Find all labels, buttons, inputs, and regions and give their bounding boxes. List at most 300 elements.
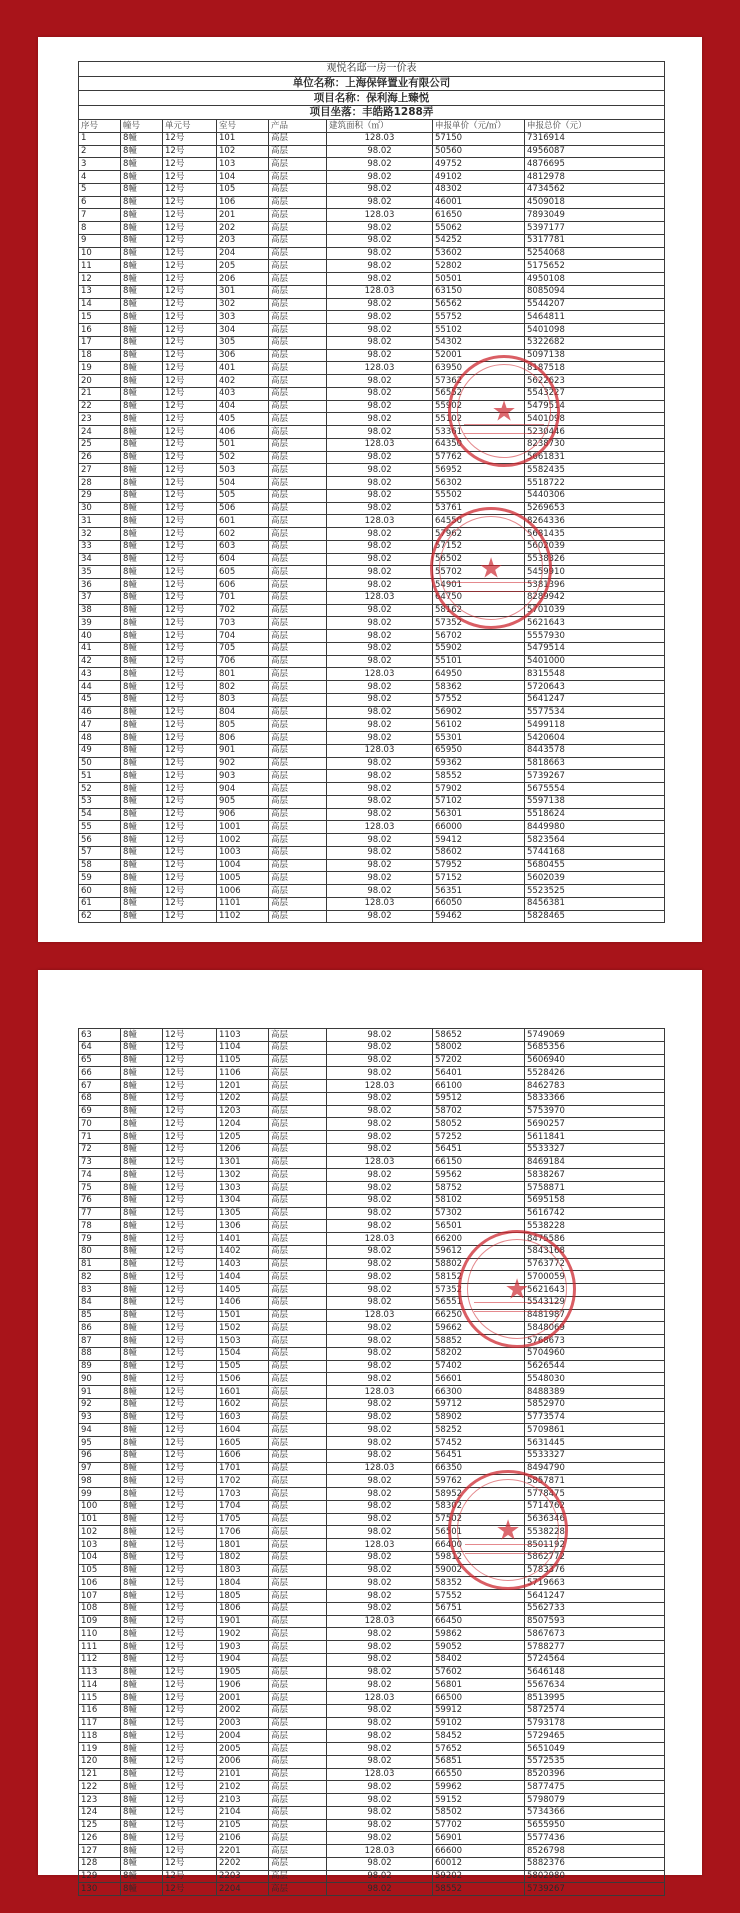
table-cell: 高层: [269, 566, 327, 579]
table-cell: 126: [79, 1832, 121, 1845]
table-cell: 高层: [269, 1692, 327, 1705]
table-cell: 12号: [163, 719, 217, 732]
table-cell: 58952: [433, 1488, 525, 1501]
table-cell: 98.02: [327, 528, 433, 541]
table-cell: 1002: [217, 834, 269, 847]
table-cell: 98.02: [327, 1194, 433, 1207]
table-row: [79, 1233, 665, 1246]
table-cell: 5548030: [525, 1373, 665, 1386]
table-cell: 98.02: [327, 1411, 433, 1424]
table-cell: 98.02: [327, 1743, 433, 1756]
table-cell: 58402: [433, 1653, 525, 1666]
table-cell: 36: [79, 579, 121, 592]
table-cell: 56301: [433, 808, 525, 821]
table-cell: 54252: [433, 234, 525, 247]
table-row: [79, 1845, 665, 1858]
table-cell: 12号: [163, 885, 217, 898]
table-cell: 12号: [163, 209, 217, 222]
table-cell: 28: [79, 477, 121, 490]
table-cell: 98.02: [327, 1819, 433, 1832]
table-cell: 8幢: [121, 1386, 163, 1399]
table-cell: 57102: [433, 795, 525, 808]
table-cell: 12号: [163, 821, 217, 834]
table-cell: 120: [79, 1755, 121, 1768]
table-cell: 98.02: [327, 604, 433, 617]
table-cell: 98.02: [327, 1271, 433, 1284]
table-cell: 501: [217, 438, 269, 451]
table-cell: 4: [79, 171, 121, 184]
table-cell: 9: [79, 234, 121, 247]
table-cell: 12号: [163, 846, 217, 859]
table-cell: 57652: [433, 1743, 525, 1756]
table-cell: 1301: [217, 1156, 269, 1169]
table-cell: 12号: [163, 285, 217, 298]
table-cell: 高层: [269, 438, 327, 451]
table-cell: 12号: [163, 426, 217, 439]
table-cell: 1004: [217, 859, 269, 872]
table-cell: 5459910: [525, 566, 665, 579]
table-row: [79, 1462, 665, 1475]
table-cell: 87: [79, 1335, 121, 1348]
table-cell: 12号: [163, 1755, 217, 1768]
table-cell: 8幢: [121, 1233, 163, 1246]
table-cell: 5230446: [525, 426, 665, 439]
table-cell: 8幢: [121, 336, 163, 349]
table-cell: 125: [79, 1819, 121, 1832]
table-cell: 98.02: [327, 196, 433, 209]
table-cell: 5719663: [525, 1577, 665, 1590]
table-cell: 59102: [433, 1717, 525, 1730]
table-cell: 高层: [269, 553, 327, 566]
table-cell: 高层: [269, 1679, 327, 1692]
table-cell: 1906: [217, 1679, 269, 1692]
table-cell: 108: [79, 1602, 121, 1615]
table-cell: 98.02: [327, 1258, 433, 1271]
table-cell: 12号: [163, 158, 217, 171]
table-cell: 8幢: [121, 1424, 163, 1437]
table-row: [79, 464, 665, 477]
table-cell: 5499118: [525, 719, 665, 732]
table-cell: 高层: [269, 273, 327, 286]
table-cell: 1404: [217, 1271, 269, 1284]
table-cell: 11: [79, 260, 121, 273]
table-cell: 118: [79, 1730, 121, 1743]
table-cell: 47: [79, 719, 121, 732]
table-cell: 8449980: [525, 821, 665, 834]
table-cell: 124: [79, 1806, 121, 1819]
table-cell: 12号: [163, 247, 217, 260]
table-row: [79, 1182, 665, 1195]
table-row: [79, 1539, 665, 1552]
table-cell: 66200: [433, 1233, 525, 1246]
table-cell: 高层: [269, 1411, 327, 1424]
table-cell: 12号: [163, 897, 217, 910]
table-cell: 98.02: [327, 1628, 433, 1641]
table-cell: 高层: [269, 1462, 327, 1475]
table-cell: 8幢: [121, 1551, 163, 1564]
table-row: [79, 1488, 665, 1501]
table-cell: 1: [79, 132, 121, 145]
table-cell: 5621643: [525, 1284, 665, 1297]
table-cell: 56902: [433, 706, 525, 719]
table-row: [79, 706, 665, 719]
table-row: [79, 1054, 665, 1067]
table-cell: 45: [79, 693, 121, 706]
table-cell: 高层: [269, 885, 327, 898]
table-cell: 98.02: [327, 477, 433, 490]
table-cell: 5798079: [525, 1794, 665, 1807]
table-row: [79, 1794, 665, 1807]
table-cell: 801: [217, 668, 269, 681]
table-cell: 58202: [433, 1347, 525, 1360]
table-cell: 38: [79, 604, 121, 617]
table-cell: 12号: [163, 1131, 217, 1144]
table-cell: 12号: [163, 1437, 217, 1450]
table-cell: 76: [79, 1194, 121, 1207]
table-cell: 5641247: [525, 1590, 665, 1603]
table-cell: 8幢: [121, 1360, 163, 1373]
table-cell: 高层: [269, 1743, 327, 1756]
table-cell: 12号: [163, 1029, 217, 1042]
price-table-page-2: [78, 1028, 665, 1896]
table-cell: 55502: [433, 489, 525, 502]
table-cell: 高层: [269, 642, 327, 655]
table-cell: 8幢: [121, 540, 163, 553]
table-cell: 8幢: [121, 1717, 163, 1730]
table-cell: 8幢: [121, 1781, 163, 1794]
table-cell: 1702: [217, 1475, 269, 1488]
table-row: [79, 298, 665, 311]
table-cell: 12号: [163, 1768, 217, 1781]
table-row: [79, 642, 665, 655]
table-cell: 128.03: [327, 515, 433, 528]
table-row: [79, 617, 665, 630]
table-cell: 98.02: [327, 311, 433, 324]
table-cell: 1905: [217, 1666, 269, 1679]
table-row: [79, 1296, 665, 1309]
table-cell: 5616742: [525, 1207, 665, 1220]
price-table-page-1: [78, 61, 665, 923]
table-cell: 12号: [163, 1666, 217, 1679]
table-row: [79, 1832, 665, 1845]
table-cell: 8幢: [121, 285, 163, 298]
table-cell: 高层: [269, 1207, 327, 1220]
table-cell: 50501: [433, 273, 525, 286]
table-cell: 高层: [269, 1883, 327, 1896]
table-cell: 12号: [163, 630, 217, 643]
table-cell: 1602: [217, 1398, 269, 1411]
table-cell: 高层: [269, 1029, 327, 1042]
table-cell: 8幢: [121, 630, 163, 643]
table-cell: 98.02: [327, 489, 433, 502]
table-cell: 98.02: [327, 846, 433, 859]
table-cell: 64: [79, 1041, 121, 1054]
table-cell: 62: [79, 910, 121, 923]
table-cell: 59412: [433, 834, 525, 847]
table-cell: 128.03: [327, 1309, 433, 1322]
table-cell: 12号: [163, 540, 217, 553]
table-cell: 8469184: [525, 1156, 665, 1169]
table-cell: 58162: [433, 604, 525, 617]
table-cell: 5606940: [525, 1054, 665, 1067]
table-cell: 93: [79, 1411, 121, 1424]
table-cell: 12号: [163, 362, 217, 375]
table-cell: 401: [217, 362, 269, 375]
table-cell: 高层: [269, 1500, 327, 1513]
table-cell: 98.02: [327, 1870, 433, 1883]
table-cell: 98.02: [327, 1118, 433, 1131]
table-cell: 67: [79, 1080, 121, 1093]
table-cell: 1405: [217, 1284, 269, 1297]
table-cell: 203: [217, 234, 269, 247]
table-cell: 高层: [269, 1092, 327, 1105]
table-cell: 57152: [433, 872, 525, 885]
table-cell: 79: [79, 1233, 121, 1246]
table-cell: 5680455: [525, 859, 665, 872]
table-cell: 98.02: [327, 1590, 433, 1603]
table-cell: 98.02: [327, 642, 433, 655]
table-cell: 113: [79, 1666, 121, 1679]
table-cell: 57762: [433, 451, 525, 464]
table-cell: 5690257: [525, 1118, 665, 1131]
table-cell: 8幢: [121, 1143, 163, 1156]
column-header: 产品: [269, 120, 327, 133]
table-cell: 122: [79, 1781, 121, 1794]
table-cell: 8幢: [121, 1398, 163, 1411]
table-cell: 98.02: [327, 706, 433, 719]
table-cell: 1505: [217, 1360, 269, 1373]
table-cell: 58702: [433, 1105, 525, 1118]
table-row: [79, 1704, 665, 1717]
table-cell: 12号: [163, 1041, 217, 1054]
table-row: [79, 834, 665, 847]
table-cell: 34: [79, 553, 121, 566]
table-cell: 5734366: [525, 1806, 665, 1819]
table-cell: 1006: [217, 885, 269, 898]
table-cell: 98.02: [327, 1437, 433, 1450]
table-cell: 21: [79, 387, 121, 400]
table-cell: 8315548: [525, 668, 665, 681]
table-cell: 5518722: [525, 477, 665, 490]
table-cell: 高层: [269, 1641, 327, 1654]
table-cell: 高层: [269, 1105, 327, 1118]
table-row: [79, 783, 665, 796]
table-cell: 高层: [269, 783, 327, 796]
table-cell: 5626544: [525, 1360, 665, 1373]
table-cell: 98.02: [327, 872, 433, 885]
table-cell: 58152: [433, 1271, 525, 1284]
table-cell: 31: [79, 515, 121, 528]
table-cell: 8幢: [121, 859, 163, 872]
table-cell: 128.03: [327, 438, 433, 451]
table-cell: 高层: [269, 1335, 327, 1348]
table-cell: 66300: [433, 1386, 525, 1399]
table-cell: 12号: [163, 1105, 217, 1118]
table-cell: 56952: [433, 464, 525, 477]
table-cell: 59612: [433, 1245, 525, 1258]
table-cell: 56501: [433, 1220, 525, 1233]
table-cell: 12号: [163, 1143, 217, 1156]
table-cell: 8幢: [121, 1819, 163, 1832]
table-cell: 2102: [217, 1781, 269, 1794]
table-cell: 12号: [163, 1233, 217, 1246]
table-cell: 58652: [433, 1029, 525, 1042]
table-row: [79, 1577, 665, 1590]
table-cell: 8幢: [121, 1832, 163, 1845]
table-cell: 58552: [433, 1883, 525, 1896]
table-row: [79, 795, 665, 808]
table-cell: 57552: [433, 693, 525, 706]
table-row: [79, 528, 665, 541]
table-cell: 123: [79, 1794, 121, 1807]
table-cell: 128.03: [327, 1462, 433, 1475]
table-cell: 12号: [163, 387, 217, 400]
table-cell: 98.02: [327, 1488, 433, 1501]
table-cell: 5572535: [525, 1755, 665, 1768]
table-cell: 8幢: [121, 1131, 163, 1144]
table-cell: 98.02: [327, 630, 433, 643]
table-cell: 603: [217, 540, 269, 553]
table-cell: 305: [217, 336, 269, 349]
table-cell: 高层: [269, 1628, 327, 1641]
table-row: [79, 566, 665, 579]
table-cell: 98.02: [327, 222, 433, 235]
table-cell: 高层: [269, 1080, 327, 1093]
table-cell: 53361: [433, 426, 525, 439]
table-cell: 5695158: [525, 1194, 665, 1207]
table-cell: 58362: [433, 681, 525, 694]
table-cell: 98.02: [327, 426, 433, 439]
table-cell: 54901: [433, 579, 525, 592]
table-cell: 98.02: [327, 1781, 433, 1794]
table-cell: 12号: [163, 1819, 217, 1832]
table-cell: 12号: [163, 1628, 217, 1641]
table-cell: 2006: [217, 1755, 269, 1768]
table-cell: 2103: [217, 1794, 269, 1807]
table-cell: 5783376: [525, 1564, 665, 1577]
table-cell: 1604: [217, 1424, 269, 1437]
table-cell: 8幢: [121, 795, 163, 808]
table-cell: 41: [79, 642, 121, 655]
table-cell: 12号: [163, 910, 217, 923]
unit-name: 单位名称：上海保铎置业有限公司: [79, 76, 665, 91]
table-cell: 5823564: [525, 834, 665, 847]
table-cell: 5: [79, 183, 121, 196]
table-cell: 高层: [269, 1156, 327, 1169]
table-cell: 52001: [433, 349, 525, 362]
table-cell: 8幢: [121, 1335, 163, 1348]
table-cell: 98.02: [327, 1054, 433, 1067]
table-cell: 高层: [269, 285, 327, 298]
table-row: [79, 1143, 665, 1156]
table-cell: 59: [79, 872, 121, 885]
table-row: [79, 438, 665, 451]
table-row: [79, 540, 665, 553]
table-cell: 98.02: [327, 553, 433, 566]
table-cell: 高层: [269, 1398, 327, 1411]
table-cell: 8幢: [121, 1118, 163, 1131]
table-cell: 12号: [163, 757, 217, 770]
table-cell: 高层: [269, 502, 327, 515]
table-cell: 98.02: [327, 1794, 433, 1807]
table-cell: 高层: [269, 451, 327, 464]
table-cell: 1501: [217, 1309, 269, 1322]
table-cell: 98.02: [327, 1564, 433, 1577]
table-cell: 5739267: [525, 1883, 665, 1896]
table-cell: 98.02: [327, 1641, 433, 1654]
table-cell: 12号: [163, 1704, 217, 1717]
table-cell: 高层: [269, 1526, 327, 1539]
table-cell: 12号: [163, 1054, 217, 1067]
table-row: [79, 1564, 665, 1577]
table-cell: 8幢: [121, 1577, 163, 1590]
table-cell: 高层: [269, 706, 327, 719]
table-cell: 高层: [269, 1309, 327, 1322]
table-cell: 206: [217, 273, 269, 286]
table-cell: 43: [79, 668, 121, 681]
table-cell: 2001: [217, 1692, 269, 1705]
table-cell: 高层: [269, 158, 327, 171]
table-cell: 704: [217, 630, 269, 643]
table-cell: 1202: [217, 1092, 269, 1105]
table-cell: 1204: [217, 1118, 269, 1131]
table-cell: 1902: [217, 1628, 269, 1641]
table-cell: 55101: [433, 655, 525, 668]
table-row: [79, 1806, 665, 1819]
table-row: [79, 693, 665, 706]
table-cell: 55902: [433, 642, 525, 655]
table-cell: 1203: [217, 1105, 269, 1118]
table-row: [79, 1386, 665, 1399]
table-row: [79, 872, 665, 885]
table-cell: 66400: [433, 1539, 525, 1552]
table-cell: 12号: [163, 438, 217, 451]
column-header: 申报单价（元/㎡）: [433, 120, 525, 133]
table-row: [79, 1092, 665, 1105]
table-cell: 高层: [269, 1475, 327, 1488]
table-cell: 12号: [163, 617, 217, 630]
table-cell: 53602: [433, 247, 525, 260]
table-cell: 98.02: [327, 145, 433, 158]
table-cell: 12号: [163, 1539, 217, 1552]
table-cell: 8幢: [121, 464, 163, 477]
table-cell: 8507593: [525, 1615, 665, 1628]
table-cell: 116: [79, 1704, 121, 1717]
table-cell: 98.02: [327, 1360, 433, 1373]
table-cell: 57150: [433, 132, 525, 145]
table-cell: 高层: [269, 668, 327, 681]
table-cell: 8幢: [121, 642, 163, 655]
table-cell: 12号: [163, 349, 217, 362]
table-cell: 12号: [163, 1577, 217, 1590]
column-header: 申报总价（元）: [525, 120, 665, 133]
table-cell: 128.03: [327, 1080, 433, 1093]
table-row: [79, 1870, 665, 1883]
table-cell: 64350: [433, 438, 525, 451]
table-cell: 98.02: [327, 1398, 433, 1411]
table-cell: 5538228: [525, 1526, 665, 1539]
table-cell: 高层: [269, 540, 327, 553]
table-cell: 80: [79, 1245, 121, 1258]
table-cell: 98.02: [327, 1475, 433, 1488]
table-cell: 98.02: [327, 1284, 433, 1297]
table-cell: 8幢: [121, 1755, 163, 1768]
table-cell: 12号: [163, 1398, 217, 1411]
table-row: [79, 349, 665, 362]
table-cell: 12号: [163, 1347, 217, 1360]
table-row: [79, 553, 665, 566]
table-cell: 高层: [269, 1539, 327, 1552]
